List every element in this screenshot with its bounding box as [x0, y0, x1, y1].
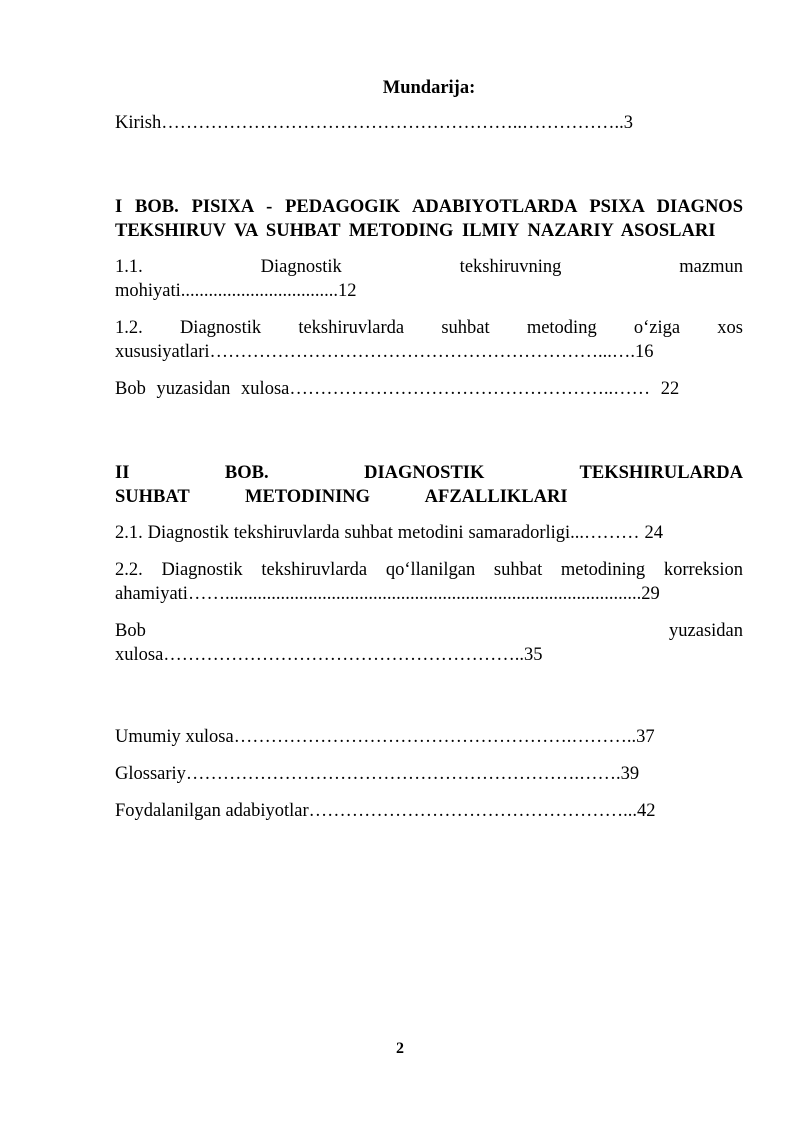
toc-entry-glossary: Glossariy……………………………………………………….…….39 — [115, 764, 640, 784]
toc-entry-references: Foydalanilgan adabiyotlar……………………………………………...42 — [115, 801, 656, 821]
chapter-1-heading: I BOB. PISIXA - PEDAGOGIK ADABIYOTLARDA PSIXA DIAGNOS TEKSHIRUV VA SUHBAT METODING ILMIY NAZARIY ASOSLARI — [115, 197, 743, 241]
table-of-contents — [115, 76, 743, 823]
toc-entry-1-2: 1.2. Diagnostik tekshiruvlarda suhbat metoding o‘ziga xos xususiyatlari………………………………………………………...….16 — [115, 318, 743, 362]
page-number: 2 — [396, 1040, 404, 1057]
toc-entry-intro: Kirish…………………………………………………..……………..3 — [115, 113, 633, 133]
toc-entry-chapter-1-conclusion: Bob yuzasidan xulosa……………………………………………..…… 22 — [115, 379, 680, 399]
toc-entry-chapter-2-conclusion: Bob yuzasidan xulosa…………………………………………………..35 — [115, 621, 743, 665]
toc-title: Mundarija: — [382, 78, 476, 98]
toc-entry-2-1: 2.1. Diagnostik tekshiruvlarda suhbat metodini samaradorligi...……… 24 — [115, 523, 663, 543]
toc-entry-general-conclusion: Umumiy xulosa……………………………………………….………..37 — [115, 727, 655, 747]
toc-entry-2-2: 2.2. Diagnostik tekshiruvlarda qo‘llanilgan suhbat metodining korreksion ahamiyati……..........................................................................................29 — [115, 560, 743, 604]
chapter-2-heading: II BOB. DIAGNOSTIK TEKSHIRULARDA SUHBAT METODINING AFZALLIKLARI — [115, 463, 743, 507]
toc-entry-1-1: 1.1. Diagnostik tekshiruvning mazmun mohiyati..................................12 — [115, 257, 743, 301]
